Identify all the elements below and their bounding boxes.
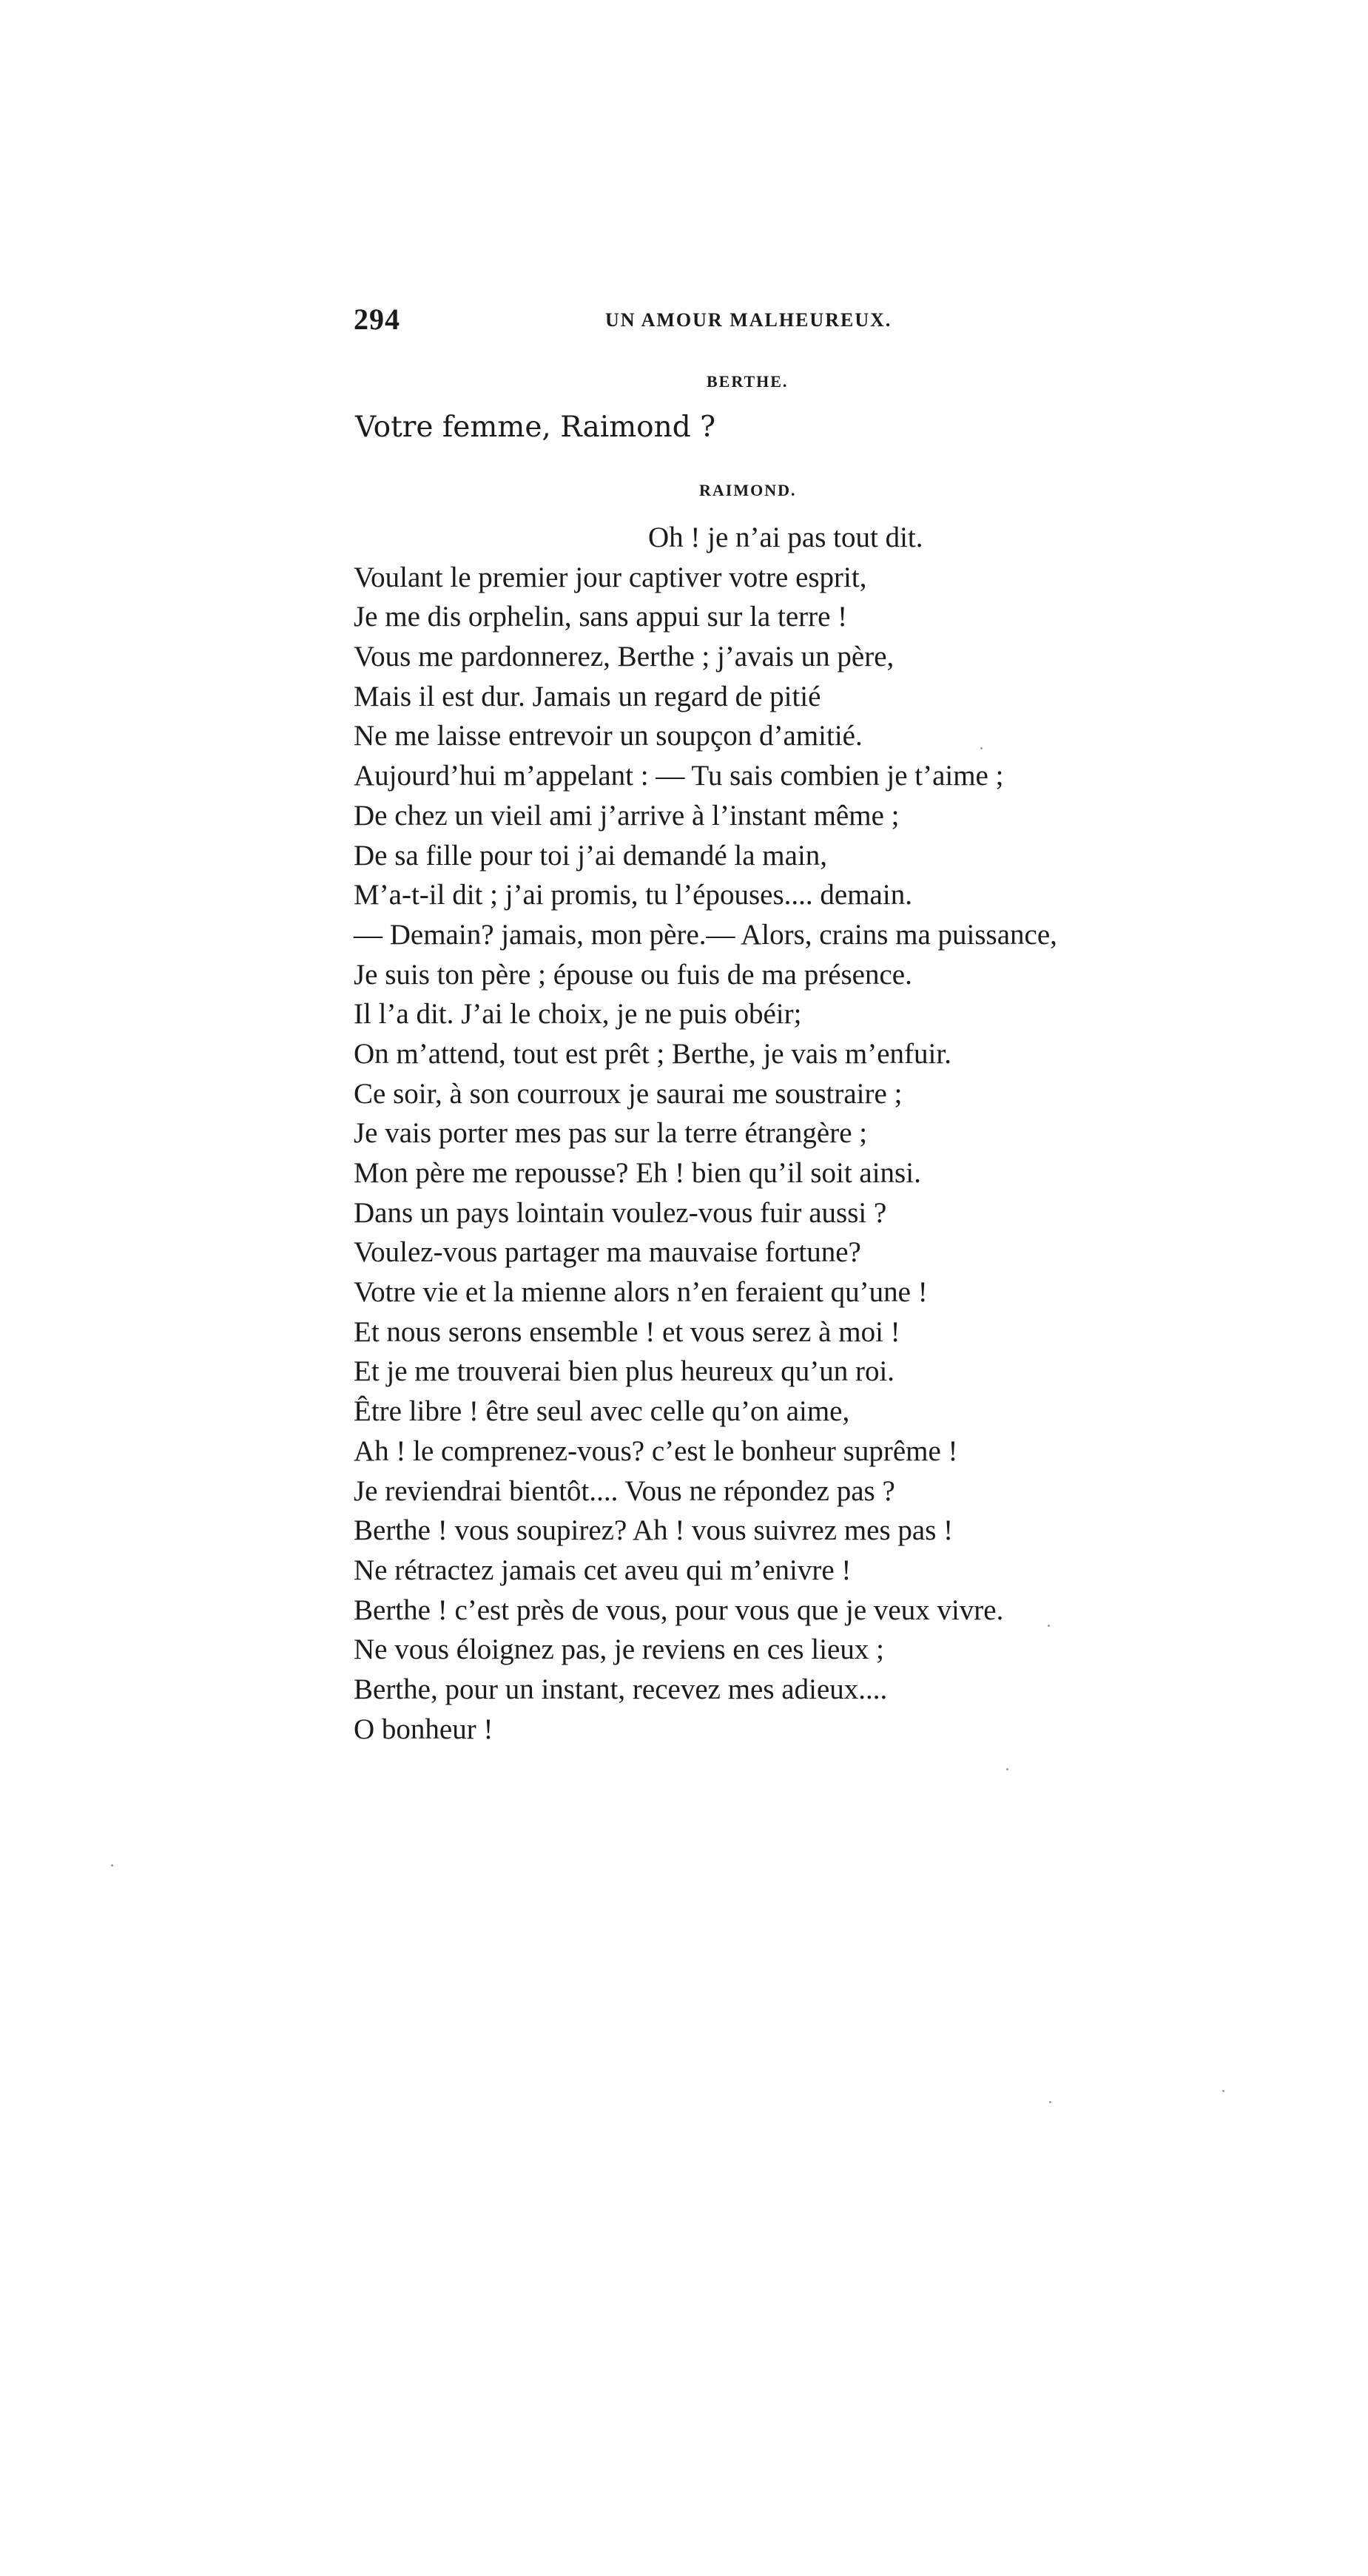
verse-line: Je vais porter mes pas sur la terre étrangère ; xyxy=(354,1117,868,1150)
verse-line: Je suis ton père ; épouse ou fuis de ma présence. xyxy=(354,958,912,991)
verse-line: Votre vie et la mienne alors n’en feraient qu’une ! xyxy=(354,1276,928,1309)
verse-line: Mais il est dur. Jamais un regard de pitié xyxy=(354,680,821,712)
paper-speck xyxy=(980,747,983,749)
verse-line: Ne me laisse entrevoir un soupçon d’amitié. xyxy=(354,720,863,752)
verse-line: Ce soir, à son courroux je saurai me soustraire ; xyxy=(354,1077,903,1110)
verse-line: De chez un vieil ami j’arrive à l’instant même ; xyxy=(354,799,900,832)
speaker-name-berthe: BERTHE. xyxy=(707,372,789,391)
verse-line: Berthe, pour un instant, recevez mes adieux.... xyxy=(354,1673,888,1705)
verse-line: O bonheur ! xyxy=(354,1713,493,1745)
verse-line: M’a-t-il dit ; j’ai promis, tu l’épouses.... demain. xyxy=(354,879,912,911)
verse-line: Je reviendrai bientôt.... Vous ne répondez pas ? xyxy=(354,1474,895,1507)
paper-speck xyxy=(1006,1768,1008,1770)
verse-line: On m’attend, tout est prêt ; Berthe, je vais m’enfuir. xyxy=(354,1037,951,1070)
paper-speck xyxy=(111,1864,113,1867)
verse-line: Berthe ! vous soupirez? Ah ! vous suivrez mes pas ! xyxy=(354,1514,954,1547)
verse-line: Ah ! le comprenez-vous? c’est le bonheur suprême ! xyxy=(354,1434,958,1467)
verse-line: — Demain? jamais, mon père.— Alors, crains ma puissance, xyxy=(354,918,1057,951)
verse-line: De sa fille pour toi j’ai demandé la main, xyxy=(354,839,828,871)
verse-line: Aujourd’hui m’appelant : — Tu sais combien je t’aime ; xyxy=(354,760,1004,792)
verse-line: Voulant le premier jour captiver votre esprit, xyxy=(354,561,867,593)
dialogue-line: Votre femme, Raimond ? xyxy=(355,411,716,444)
verse-line: Et je me trouverai bien plus heureux qu’un roi. xyxy=(354,1355,895,1388)
verse-line: Ne vous éloignez pas, je reviens en ces lieux ; xyxy=(354,1633,884,1666)
paper-speck xyxy=(1048,1625,1050,1627)
speaker-name-raimond: RAIMOND. xyxy=(699,481,797,499)
verse-line: Je me dis orphelin, sans appui sur la terre ! xyxy=(354,601,848,633)
running-head: UN AMOUR MALHEUREUX. xyxy=(605,309,892,331)
verse-line: Et nous serons ensemble ! et vous serez à moi ! xyxy=(354,1315,900,1348)
paper-speck xyxy=(1049,2101,1051,2103)
verse-line: Il l’a dit. J’ai le choix, je ne puis obéir; xyxy=(354,998,802,1031)
verse-line: Vous me pardonnerez, Berthe ; j’avais un père, xyxy=(354,641,894,673)
verse-line: Être libre ! être seul avec celle qu’on aime, xyxy=(354,1395,850,1428)
verse-block xyxy=(354,518,1204,1749)
verse-line: Voulez-vous partager ma mauvaise fortune? xyxy=(354,1236,861,1269)
verse-line: Ne rétractez jamais cet aveu qui m’enivre ! xyxy=(354,1554,852,1586)
page-number: 294 xyxy=(354,303,400,336)
verse-line: Mon père me repousse? Eh ! bien qu’il soit ainsi. xyxy=(354,1157,921,1189)
verse-line: Berthe ! c’est près de vous, pour vous que je veux vivre. xyxy=(354,1594,1004,1626)
verse-line: Oh ! je n’ai pas tout dit. xyxy=(648,522,923,553)
paper-speck xyxy=(1222,2090,1224,2092)
verse-line: Dans un pays lointain voulez-vous fuir aussi ? xyxy=(354,1196,887,1229)
